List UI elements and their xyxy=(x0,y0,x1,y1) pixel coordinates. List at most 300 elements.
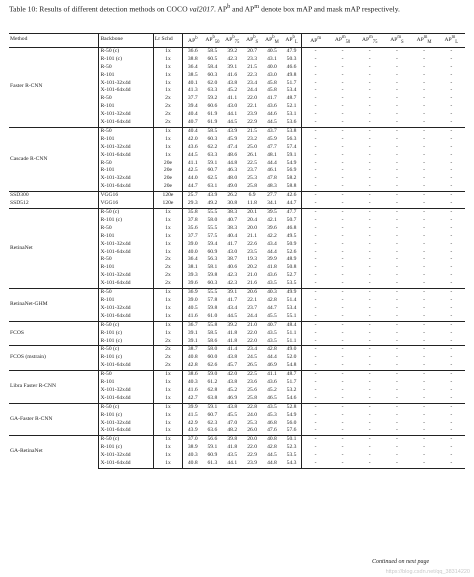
schedule-cell: 2x xyxy=(153,272,182,280)
metric-cell: - xyxy=(302,321,329,329)
metric-cell: - xyxy=(450,167,453,174)
metric-cell: 45.2 xyxy=(227,386,238,393)
metric-cell: 51.1 xyxy=(286,337,297,344)
metric-cell: 25.8 xyxy=(247,394,257,401)
method-cell: RetinaNet-GHM xyxy=(9,289,99,322)
metric-cell: 48.3 xyxy=(267,183,277,190)
metric-cell: - xyxy=(450,216,453,223)
metric-cell: 49.0 xyxy=(227,183,238,190)
header-cell: $AP^m_L$ xyxy=(438,34,465,48)
metric-cell: 50.1 xyxy=(282,436,302,444)
metric-cell: 20.7 xyxy=(242,47,262,55)
metric-cell: - xyxy=(302,249,329,257)
metric-cell: - xyxy=(411,209,438,217)
metric-cell: - xyxy=(356,192,383,200)
watermark: https://blog.csdn.net/qq_38314220 xyxy=(385,569,470,575)
schedule-cell: 1x xyxy=(153,427,182,435)
metric-cell: 41.8 xyxy=(227,337,238,344)
backbone-cell: VGG16 xyxy=(99,192,153,200)
metric-cell: - xyxy=(302,354,329,362)
metric-cell: - xyxy=(383,127,410,135)
metric-cell: - xyxy=(423,143,426,150)
backbone-cell: X-101-64x4d xyxy=(99,313,153,321)
metric-cell: - xyxy=(302,362,329,370)
metric-cell: - xyxy=(341,95,344,102)
metric-cell: - xyxy=(423,63,426,70)
metric-cell: 43.5 xyxy=(267,329,277,336)
metric-cell: 42.3 xyxy=(227,280,238,287)
metric-cell: - xyxy=(302,160,329,168)
metric-cell: - xyxy=(423,224,426,231)
metric-cell: 40.8 xyxy=(183,460,203,468)
metric-cell: - xyxy=(341,362,344,369)
metric-cell: - xyxy=(302,338,329,346)
metric-cell: - xyxy=(302,272,329,280)
metric-cell: 40.0 xyxy=(267,63,277,70)
metric-cell: - xyxy=(395,394,398,401)
metric-cell: 36.7 xyxy=(183,321,203,329)
metric-cell: - xyxy=(341,379,344,386)
backbone-cell: X-101-64x4d xyxy=(99,152,153,160)
metric-cell: 23.9 xyxy=(242,460,262,468)
metric-cell: 38.9 xyxy=(183,444,203,452)
metric-cell: 58.0 xyxy=(202,346,222,354)
metric-cell: 52.6 xyxy=(286,248,297,255)
metric-cell: - xyxy=(450,444,453,451)
metric-cell: 63.8 xyxy=(207,394,218,401)
metric-cell: - xyxy=(423,216,426,223)
table-header xyxy=(9,34,465,48)
metric-cell: - xyxy=(329,460,356,468)
metric-cell: 39.6 xyxy=(267,224,277,231)
metric-cell: 23.2 xyxy=(247,135,257,142)
metric-cell: - xyxy=(356,321,383,329)
metric-cell: 48.4 xyxy=(282,321,302,329)
backbone-cell: R-50 (c) xyxy=(99,436,153,444)
metric-cell: 58.5 xyxy=(202,47,222,55)
metric-cell: 52.3 xyxy=(286,444,297,451)
metric-cell: - xyxy=(302,64,329,72)
metric-cell: 41.7 xyxy=(227,240,238,247)
metric-cell: - xyxy=(395,95,398,102)
metric-cell: - xyxy=(302,395,329,403)
header-cell: $AP^m_{75}$ xyxy=(356,34,383,48)
metric-cell: 42.8 xyxy=(183,362,203,370)
metric-cell: - xyxy=(302,427,329,435)
metric-cell: 38.7 xyxy=(183,346,203,354)
schedule-cell: 1x xyxy=(153,395,182,403)
metric-cell: - xyxy=(395,427,398,434)
metric-cell: - xyxy=(302,330,329,338)
metric-cell: - xyxy=(395,143,398,150)
metric-cell: 58.4 xyxy=(207,63,218,70)
metric-cell: - xyxy=(450,119,453,126)
metric-cell: 48.6 xyxy=(227,151,238,158)
metric-cell: 61.2 xyxy=(207,379,218,386)
metric-cell: - xyxy=(450,280,453,287)
metric-cell: - xyxy=(356,460,383,468)
metric-cell: 45.3 xyxy=(267,411,277,418)
metric-cell: - xyxy=(395,419,398,426)
metric-cell: - xyxy=(395,71,398,78)
metric-cell: - xyxy=(395,386,398,393)
backbone-cell: R-101 xyxy=(99,72,153,80)
schedule-cell: 2x xyxy=(153,119,182,127)
metric-cell: 43.9 xyxy=(202,192,222,200)
metric-cell: 20.6 xyxy=(242,289,262,297)
metric-cell: - xyxy=(341,143,344,150)
metric-cell: 22.9 xyxy=(247,452,257,459)
metric-cell: 46.5 xyxy=(267,394,277,401)
metric-cell: 54.6 xyxy=(286,394,297,401)
metric-cell: - xyxy=(395,224,398,231)
metric-cell: 21.0 xyxy=(247,272,257,279)
metric-cell: - xyxy=(368,175,371,182)
metric-cell: - xyxy=(368,411,371,418)
metric-cell: - xyxy=(383,192,410,200)
metric-cell: 23.6 xyxy=(247,379,257,386)
metric-cell: 45.8 xyxy=(267,79,277,86)
metric-cell: 47.9 xyxy=(282,47,302,55)
metric-cell: 20.2 xyxy=(247,264,257,271)
metric-cell: 47.7 xyxy=(282,209,302,217)
metric-cell: 34.1 xyxy=(267,200,277,207)
backbone-cell: R-50 xyxy=(99,160,153,168)
metric-cell: - xyxy=(341,103,344,110)
backbone-cell: R-101 (c) xyxy=(99,56,153,64)
metric-cell: 62.0 xyxy=(207,79,218,86)
metric-cell: 62.8 xyxy=(207,386,218,393)
metric-cell: - xyxy=(368,329,371,336)
metric-cell: - xyxy=(368,296,371,303)
metric-cell: 50.9 xyxy=(286,240,297,247)
metric-cell: 43.5 xyxy=(262,403,282,411)
metric-cell: 41.7 xyxy=(267,95,277,102)
metric-cell: - xyxy=(423,119,426,126)
metric-cell: 61.3 xyxy=(202,460,222,468)
metric-cell: - xyxy=(302,47,329,55)
metric-cell: 43.7 xyxy=(262,127,282,135)
metric-cell: 60.0 xyxy=(207,354,218,361)
metric-cell: - xyxy=(302,420,329,428)
schedule-cell: 1x xyxy=(153,297,182,305)
metric-cell: - xyxy=(395,200,398,207)
caption-label: Table 10: xyxy=(9,4,38,14)
metric-cell: - xyxy=(368,312,371,319)
metric-cell: 54.9 xyxy=(286,411,297,418)
metric-cell: 47.8 xyxy=(267,175,277,182)
metric-cell: - xyxy=(341,87,344,94)
header-cell: $AP^m_S$ xyxy=(383,34,410,48)
metric-cell: - xyxy=(395,79,398,86)
metric-cell: - xyxy=(341,79,344,86)
metric-cell: 21.6 xyxy=(247,280,257,287)
metric-cell: 60.9 xyxy=(207,248,218,255)
schedule-cell: 1x xyxy=(153,136,182,144)
schedule-cell: 120e xyxy=(153,200,182,208)
metric-cell: - xyxy=(423,337,426,344)
table-row xyxy=(9,47,465,55)
schedule-cell: 2x xyxy=(153,95,182,103)
metric-cell: 59.8 xyxy=(207,272,218,279)
metric-cell: - xyxy=(302,72,329,80)
metric-cell: - xyxy=(450,224,453,231)
metric-cell: 23.3 xyxy=(247,55,257,62)
metric-cell: - xyxy=(395,272,398,279)
metric-cell: 22.5 xyxy=(242,371,262,379)
metric-cell: - xyxy=(438,436,465,444)
metric-cell: - xyxy=(368,79,371,86)
metric-cell: 61.9 xyxy=(207,111,218,118)
metric-cell: - xyxy=(302,56,329,64)
backbone-cell: X-101-64x4d xyxy=(99,183,153,191)
metric-cell: - xyxy=(341,337,344,344)
metric-cell: - xyxy=(302,264,329,272)
metric-cell: 39.0 xyxy=(183,297,203,305)
metric-cell: - xyxy=(438,209,465,217)
metric-cell: - xyxy=(450,95,453,102)
metric-cell: - xyxy=(450,329,453,336)
metric-cell: - xyxy=(450,419,453,426)
method-cell: RetinaNet xyxy=(9,209,99,289)
metric-cell: - xyxy=(383,47,410,55)
schedule-cell: 2x xyxy=(153,346,182,354)
metric-cell: 53.8 xyxy=(282,127,302,135)
metric-cell: 39.1 xyxy=(183,338,203,346)
metric-cell: 24.4 xyxy=(247,312,257,319)
metric-cell: 55.5 xyxy=(202,209,222,217)
metric-cell: - xyxy=(302,95,329,103)
metric-cell: 20.1 xyxy=(242,209,262,217)
metric-cell: 44.5 xyxy=(227,119,238,126)
metric-cell: 48.1 xyxy=(267,151,277,158)
metric-cell: 41.3 xyxy=(183,87,203,95)
metric-cell: 20.4 xyxy=(247,216,257,223)
metric-cell: - xyxy=(341,248,344,255)
metric-cell: 55.5 xyxy=(207,224,218,231)
metric-cell: - xyxy=(356,209,383,217)
metric-cell: 40.5 xyxy=(183,305,203,313)
metric-cell: 23.4 xyxy=(247,79,257,86)
metric-cell: 44.8 xyxy=(227,159,238,166)
metric-cell: - xyxy=(395,167,398,174)
metric-cell: - xyxy=(302,183,329,191)
backbone-cell: X-101-32x4d xyxy=(99,387,153,395)
backbone-cell: R-101 (c) xyxy=(99,444,153,452)
metric-cell: - xyxy=(341,232,344,239)
metric-cell: 39.6 xyxy=(183,280,203,288)
metric-cell: - xyxy=(423,183,426,190)
metric-cell: 39.0 xyxy=(183,241,203,249)
metric-cell: 11.8 xyxy=(247,200,257,207)
metric-cell: 44.8 xyxy=(262,460,282,468)
metric-cell: 45.8 xyxy=(267,87,277,94)
metric-cell: - xyxy=(341,329,344,336)
metric-cell: 42.5 xyxy=(183,167,203,175)
metric-cell: - xyxy=(368,87,371,94)
metric-cell: 42.8 xyxy=(267,444,277,451)
metric-cell: - xyxy=(395,312,398,319)
schedule-cell: 20e xyxy=(153,183,182,191)
metric-cell: - xyxy=(341,386,344,393)
metric-cell: 45.7 xyxy=(227,362,238,369)
backbone-cell: R-101 xyxy=(99,264,153,272)
backbone-cell: R-50 xyxy=(99,95,153,103)
metric-cell: - xyxy=(423,354,426,361)
metric-cell: - xyxy=(383,436,410,444)
schedule-cell: 1x xyxy=(153,289,182,297)
metric-cell: 38.1 xyxy=(183,264,203,272)
method-cell: Faster R-CNN xyxy=(9,47,99,127)
metric-cell: 30.8 xyxy=(227,200,238,207)
metric-cell: - xyxy=(450,175,453,182)
metric-cell: 56.6 xyxy=(202,436,222,444)
metric-cell: 39.9 xyxy=(267,256,277,263)
metric-cell: 59.1 xyxy=(202,403,222,411)
metric-cell: 47.6 xyxy=(267,427,277,434)
backbone-cell: R-101 (c) xyxy=(99,412,153,420)
metric-cell: 40.4 xyxy=(183,127,203,135)
header-cell: $AP^m_M$ xyxy=(411,34,438,48)
metric-cell: 20.0 xyxy=(242,436,262,444)
metric-cell: 47.0 xyxy=(227,419,238,426)
metric-cell: - xyxy=(302,233,329,241)
method-cell: GA-RetinaNet xyxy=(9,436,99,469)
metric-cell: 56.0 xyxy=(286,419,297,426)
metric-cell: 38.6 xyxy=(183,371,203,379)
metric-cell: 54.9 xyxy=(286,159,297,166)
metric-cell: 42.0 xyxy=(183,136,203,144)
schedule-cell: 1x xyxy=(153,321,182,329)
metric-cell: - xyxy=(341,256,344,263)
metric-cell: 22.6 xyxy=(247,240,257,247)
metric-cell: 49.0 xyxy=(282,346,302,354)
metric-cell: - xyxy=(368,304,371,311)
metric-cell: - xyxy=(302,313,329,321)
header-cell: $AP^b_{50}$ xyxy=(202,34,222,48)
metric-cell: 62.5 xyxy=(207,175,218,182)
metric-cell: - xyxy=(341,427,344,434)
metric-cell: - xyxy=(450,200,453,207)
metric-cell: - xyxy=(450,379,453,386)
metric-cell: - xyxy=(395,337,398,344)
metric-cell: - xyxy=(368,119,371,126)
backbone-cell: R-101 (c) xyxy=(99,338,153,346)
metric-cell: - xyxy=(368,280,371,287)
metric-cell: 57.4 xyxy=(286,143,297,150)
metric-cell: - xyxy=(423,280,426,287)
metric-cell: - xyxy=(450,452,453,459)
metric-cell: - xyxy=(341,200,344,207)
metric-cell: - xyxy=(302,452,329,460)
schedule-cell: 1x xyxy=(153,127,182,135)
metric-cell: - xyxy=(356,127,383,135)
metric-cell: - xyxy=(341,452,344,459)
metric-cell: 37.0 xyxy=(183,436,203,444)
metric-cell: - xyxy=(411,321,438,329)
metric-cell: - xyxy=(368,379,371,386)
backbone-cell: X-101-64x4d xyxy=(99,427,153,435)
schedule-cell: 1x xyxy=(153,217,182,225)
metric-cell: 40.3 xyxy=(262,289,282,297)
metric-cell: 22.0 xyxy=(247,329,257,336)
metric-cell: 40.1 xyxy=(183,80,203,88)
metric-cell: - xyxy=(302,289,329,297)
metric-cell: 36.6 xyxy=(183,47,203,55)
metric-cell: 43.0 xyxy=(227,103,238,110)
metric-cell: 25.3 xyxy=(247,175,257,182)
metric-cell: - xyxy=(450,63,453,70)
backbone-cell: X-101-32x4d xyxy=(99,175,153,183)
metric-cell: 56.3 xyxy=(286,135,297,142)
metric-cell: 40.6 xyxy=(227,264,238,271)
header-cell: $AP^m_{50}$ xyxy=(329,34,356,48)
metric-cell: 38.8 xyxy=(183,56,203,64)
metric-cell: - xyxy=(341,411,344,418)
metric-cell: - xyxy=(395,304,398,311)
metric-cell: 40.4 xyxy=(183,111,203,119)
metric-cell: - xyxy=(423,452,426,459)
backbone-cell: R-101 xyxy=(99,233,153,241)
backbone-cell: X-101-64x4d xyxy=(99,362,153,370)
metric-cell: 41.7 xyxy=(227,296,238,303)
metric-cell: 22.9 xyxy=(247,119,257,126)
metric-cell: - xyxy=(450,386,453,393)
metric-cell: 49.9 xyxy=(282,289,302,297)
schedule-cell: 2x xyxy=(153,338,182,346)
metric-cell: 37.7 xyxy=(183,95,203,103)
metric-cell: - xyxy=(395,280,398,287)
metric-cell: - xyxy=(395,63,398,70)
metric-cell: 38.7 xyxy=(227,256,238,263)
metric-cell: - xyxy=(438,371,465,379)
backbone-cell: X-101-64x4d xyxy=(99,87,153,95)
metric-cell: 53.5 xyxy=(286,452,297,459)
metric-cell: 40.3 xyxy=(183,452,203,460)
metric-cell: - xyxy=(395,111,398,118)
backbone-cell: R-50 (c) xyxy=(99,403,153,411)
metric-cell: - xyxy=(368,143,371,150)
metric-cell: 44.5 xyxy=(267,452,277,459)
metric-cell: 40.8 xyxy=(183,354,203,362)
metric-cell: - xyxy=(438,289,465,297)
metric-cell: 21.0 xyxy=(242,321,262,329)
metric-cell: 56.3 xyxy=(207,256,218,263)
metric-cell: - xyxy=(341,167,344,174)
metric-cell: - xyxy=(302,217,329,225)
backbone-cell: R-101 xyxy=(99,297,153,305)
metric-cell: - xyxy=(302,192,329,200)
metric-cell: 24.5 xyxy=(247,354,257,361)
metric-cell: - xyxy=(423,386,426,393)
metric-cell: - xyxy=(423,329,426,336)
metric-cell: 45.2 xyxy=(267,386,277,393)
backbone-cell: R-101 xyxy=(99,103,153,111)
metric-cell: - xyxy=(438,47,465,55)
continued-note: Continued on next page xyxy=(372,559,430,565)
metric-cell: - xyxy=(438,403,465,411)
schedule-cell: 120e xyxy=(153,192,182,200)
metric-cell: 40.5 xyxy=(262,47,282,55)
metric-cell: - xyxy=(395,183,398,190)
metric-cell: 40.7 xyxy=(262,321,282,329)
metric-cell: 43.5 xyxy=(227,452,238,459)
metric-cell: - xyxy=(302,346,329,354)
metric-cell: - xyxy=(302,436,329,444)
metric-cell: - xyxy=(341,216,344,223)
table-row xyxy=(9,200,465,208)
metric-cell: - xyxy=(368,256,371,263)
